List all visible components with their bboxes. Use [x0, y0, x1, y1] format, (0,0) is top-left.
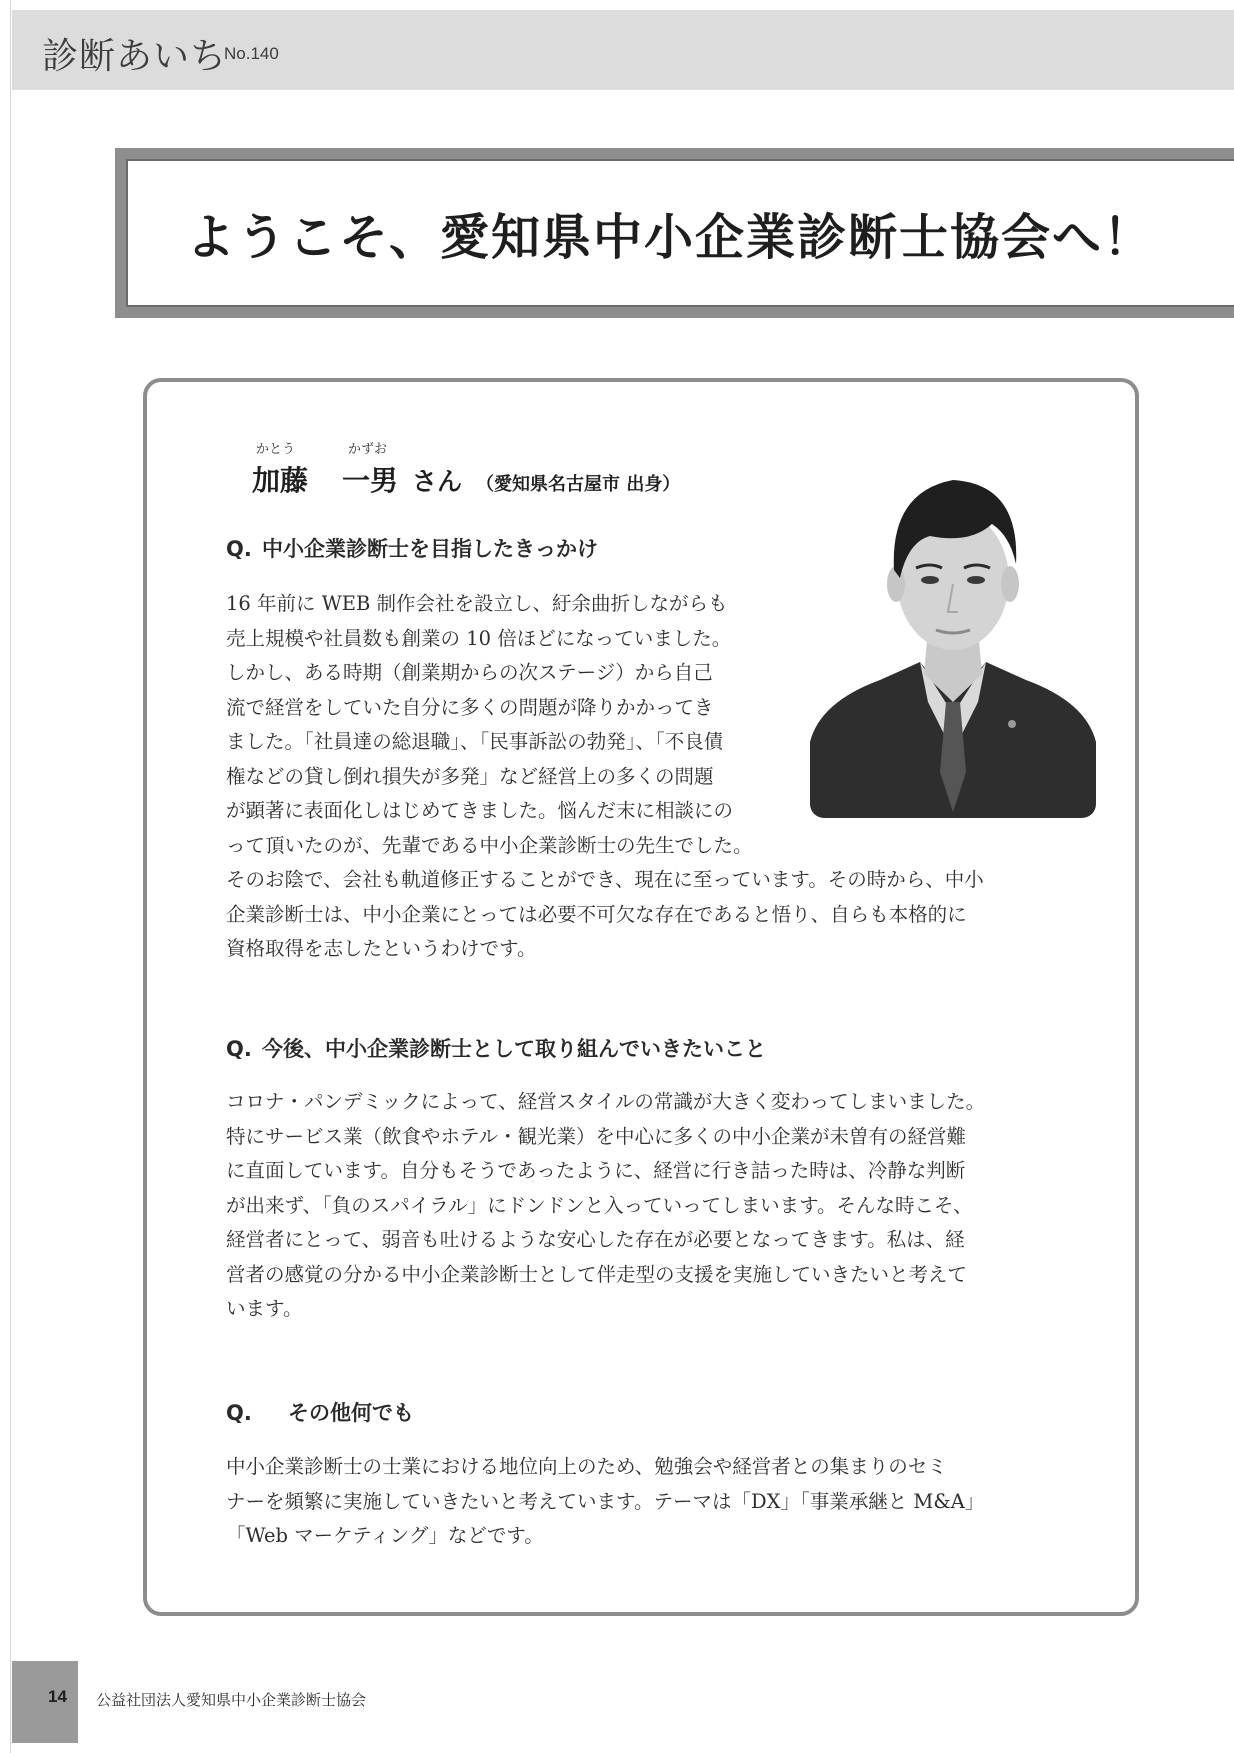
page-number: 14	[48, 1687, 67, 1706]
page-title: ようこそ、愛知県中小企業診断士協会へ！	[186, 209, 1155, 266]
magazine-logo: 診断あいち	[42, 36, 228, 77]
honorific: さん	[412, 467, 463, 496]
answer-1-line: 権などの貸し倒れ損失が多発」など経営上の多くの問題	[226, 764, 714, 788]
answer-1-line: そのお陰で、会社も軌道修正することができ、現在に至っています。その時から、中小	[226, 868, 984, 891]
member-name-line	[252, 459, 680, 499]
answer-1-line: って頂いたのが、先輩である中小企業診断士の先生でした。	[226, 833, 753, 857]
question-2-mark: Q.	[226, 1037, 252, 1061]
answer-3-line: 中小企業診断士の士業における地位向上のため、勉強会や経営者との集まりのセミ	[226, 1455, 947, 1478]
page-edge-rule	[10, 0, 11, 1753]
answer-1-line: 売上規模や社員数も創業の 10 倍ほどになっていました。	[226, 626, 732, 650]
answer-2-line: います。	[226, 1297, 303, 1320]
answer-1-line: しかし、ある時期（創業期からの次ステージ）から自己	[226, 661, 713, 684]
answer-1-line: が顕著に表面化しはじめてきました。悩んだ末に相談にの	[226, 799, 734, 822]
publisher-name: 公益社団法人愛知県中小企業診断士協会	[96, 1691, 367, 1709]
title-banner-inner	[126, 159, 1234, 307]
answer-2-line: 営者の感覚の分かる中小企業診断士として伴走型の支援を実施していきたいと考えて	[226, 1262, 968, 1286]
family-name: 加藤	[252, 464, 309, 497]
answer-3-line: 「Web マーケティング」などです。	[226, 1524, 544, 1547]
answer-1-line: 企業診断士は、中小企業にとっては必要不可欠な存在であると悟り、自らも本格的に	[226, 902, 967, 926]
ruby-given-name: かずお	[348, 442, 388, 457]
answer-1-line: 16 年前に WEB 制作会社を設立し、紆余曲折しながらも	[226, 592, 728, 615]
answer-1-line: 流で経営をしていた自分に多くの問題が降りかかってき	[226, 695, 714, 719]
answer-2-line: コロナ・パンデミックによって、経営スタイルの常識が大きく変わってしまいました。	[226, 1090, 986, 1113]
answer-3-paragraph	[226, 1450, 984, 1554]
answer-2-line: 特にサービス業（飲食やホテル・観光業）を中心に多くの中小企業が未曽有の経営難	[226, 1124, 967, 1148]
question-1-heading	[226, 533, 598, 563]
answer-3-line: ナーを頻繁に実施していきたいと考えています。テーマは「DX」「事業承継と M&A」	[226, 1489, 985, 1513]
answer-1-paragraph	[226, 587, 984, 967]
answer-2-paragraph	[226, 1085, 985, 1327]
question-2-text: 今後、中小企業診断士として取り組んでいきたいこと	[262, 1037, 766, 1061]
answer-2-line: に直面しています。自分もそうであったように、経営に行き詰った時は、冷静な判断	[226, 1159, 966, 1182]
page-number-tab	[12, 1661, 78, 1743]
question-3-heading	[226, 1397, 414, 1427]
answer-1-line: 資格取得を志したというわけです。	[226, 937, 537, 960]
hometown: （愛知県名古屋市 出身）	[476, 474, 681, 495]
answer-2-line: が出来ず、「負のスパイラル」にドンドンと入っていってしまいます。そんな時こそ、	[226, 1193, 973, 1217]
issue-number: No.140	[224, 44, 279, 63]
question-2-heading	[226, 1033, 766, 1063]
answer-1-line: ました。「社員達の総退職」、「民事訴訟の勃発」、「不良債	[226, 730, 724, 753]
answer-2-line: 経営者にとって、弱音も吐けるような安心した存在が必要となってきます。私は、経	[226, 1228, 965, 1251]
question-3-mark: Q.	[226, 1401, 252, 1425]
question-3-text: その他何でも	[288, 1401, 414, 1425]
ruby-family-name: かとう	[256, 442, 296, 457]
title-banner	[115, 148, 1234, 318]
given-name: 一男	[342, 464, 399, 497]
question-1-text: 中小企業診断士を目指したきっかけ	[262, 537, 598, 561]
question-1-mark: Q.	[226, 537, 252, 561]
